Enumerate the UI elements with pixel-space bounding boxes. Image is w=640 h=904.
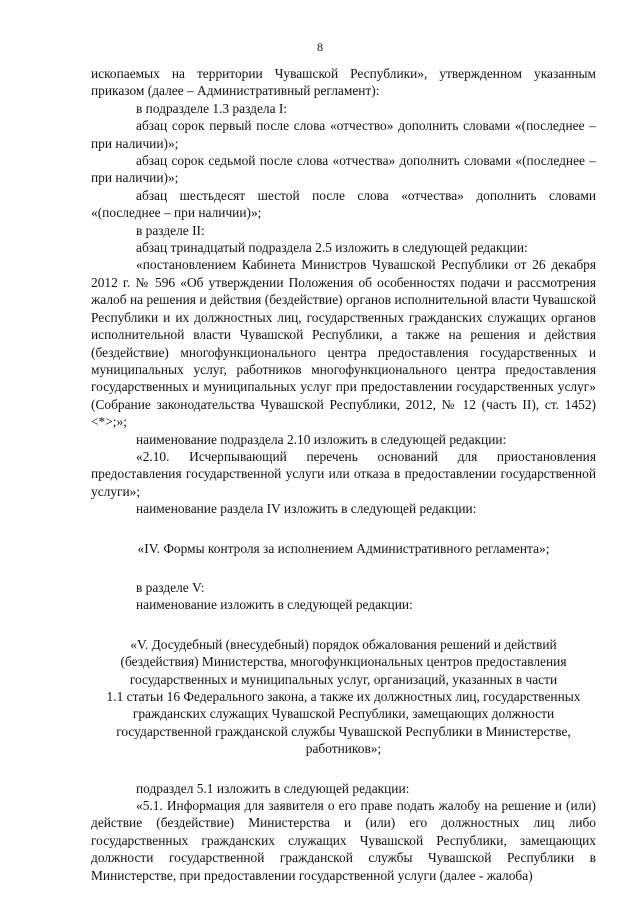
paragraph: наименование изложить в следующей редакции: xyxy=(136,597,413,613)
heading-line: работников»; xyxy=(305,741,382,757)
heading-line: (бездействия) Министерства, многофункциональных центров предоставления xyxy=(120,654,567,670)
heading-line: государственных и муниципальных услуг, организаций, указанных в части xyxy=(129,671,558,687)
spacer xyxy=(91,614,596,636)
paragraph: «постановлением Кабинета Министров Чувашской Республики от 26 декабря 2012 г. № 596 «Об утверждении Положения об особенностях подачи и рассмотрения жалоб на решения и действия (бездействие) органов исполнительной власти Чувашской Республики и их должностных лиц, государственных гражданских служащих органов исполнительной власти Чувашской Республики, а также на решения и действия (бездействие) многофункционального центра предоставления государственных и муниципальных услуг, работников многофункционального центра предоставления государственных и муниципальных услуг при предоставлении государственных услуг» (Собрание законодательства Чувашской Республики, 2012, № 12 (часть II), ст. 1452) <*>;»; xyxy=(91,257,596,430)
paragraph: ископаемых на территории Чувашской Республики», утвержденном указанным приказом (далее – Административный регламент): xyxy=(91,66,596,99)
spacer xyxy=(91,557,596,579)
heading-line: «V. Досудебный (внесудебный) порядок обжалования решений и действий xyxy=(130,636,557,652)
paragraph: подраздел 5.1 изложить в следующей редакции: xyxy=(136,780,410,796)
paragraph: абзац сорок седьмой после слова «отчества» дополнить словами «(последнее – при наличии)»; xyxy=(91,153,596,186)
paragraph: наименование подраздела 2.10 изложить в следующей редакции: xyxy=(136,431,507,447)
spacer xyxy=(91,758,596,780)
paragraph: наименование раздела IV изложить в следующей редакции: xyxy=(136,501,477,517)
paragraph: абзац тринадцатый подраздела 2.5 изложить в следующей редакции: xyxy=(136,240,528,256)
paragraph: абзац сорок первый после слова «отчество» дополнить словами «(последнее – при наличии)»; xyxy=(91,118,596,151)
page-number: 8 xyxy=(317,40,323,54)
paragraph: в подразделе 1.3 раздела I: xyxy=(136,100,288,116)
heading-line: государственной гражданской службы Чувашской Республики в Министерстве, xyxy=(116,723,571,739)
section-heading-iv: «IV. Формы контроля за исполнением Административного регламента»; xyxy=(137,540,550,556)
section-heading-v xyxy=(91,636,596,758)
paragraph: «2.10. Исчерпывающий перечень оснований для приостановления предоставления государственной услуги или отказа в предоставлении государственной услуги»; xyxy=(91,448,596,499)
document-body xyxy=(91,65,596,884)
paragraph: в разделе V: xyxy=(136,579,205,595)
heading-line: гражданских служащих Чувашской Республики, замещающих должности xyxy=(132,706,555,722)
paragraph: «5.1. Информация для заявителя о его праве подать жалобу на решение и (или) действие (бездействие) Министерства и (или) его должностных лиц либо государственных гражданских служащих Чувашской Республики, замещающих должности государственной гражданской службы Чувашской Республики в Министерстве, при предоставлении государственной услуги (далее - жалоба) xyxy=(91,798,596,883)
heading-line: 1.1 статьи 16 Федерального закона, а также их должностных лиц, государственных xyxy=(106,689,581,704)
spacer xyxy=(91,518,596,540)
paragraph: абзац шестьдесят шестой после слова «отчества» дополнить словами «(последнее – при наличии)»; xyxy=(91,187,596,221)
paragraph: в разделе II: xyxy=(136,222,205,238)
